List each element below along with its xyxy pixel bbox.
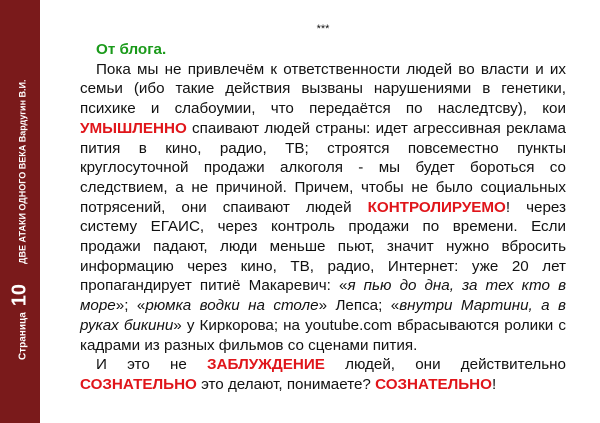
text-run: людей, они действительно: [324, 356, 566, 374]
emphasis-word: УМЫШЛЕННО: [80, 119, 187, 137]
text-run: !: [491, 375, 497, 393]
text-run: » у Киркорова; на youtube.com вбрасываются ролики с кадрами из разных фильмов со сценами пития.: [80, 316, 566, 354]
page-body: [80, 22, 566, 395]
blog-heading: От блога.: [96, 41, 167, 58]
song-quote: внутри Мартини, а в руках бикини: [80, 297, 566, 334]
text-run: И это не: [96, 356, 208, 374]
emphasis-word: СОЗНАТЕЛЬНО: [375, 375, 492, 393]
paragraph-1: [80, 60, 566, 356]
emphasis-word: ЗАБЛУЖДЕНИЕ: [207, 356, 325, 374]
paragraph-2: [80, 355, 566, 394]
song-quote: я пью до дна, за тех кто в море: [80, 277, 566, 315]
text-run: »; «: [115, 297, 146, 315]
text-run: спаивают людей страны: идет агрессивная реклама пития в кино, радио, ТВ; строятся повсеместно пункты круглосуточной продажи алкоголя - мы будет бороться со следствием, а не причиной. Причем, чтобы не было социальных потрясений, они спаивают людей: [80, 119, 566, 216]
emphasis-word: СОЗНАТЕЛЬНО: [80, 375, 197, 393]
text-run: это делают, понимаете?: [196, 375, 376, 393]
emphasis-word: КОНТРОЛИРУЕМО: [367, 198, 506, 216]
page-label: Страница: [17, 312, 29, 360]
section-separator: ***: [316, 23, 330, 35]
song-quote: рюмка водки на столе: [145, 297, 319, 315]
page-number: 10: [8, 283, 31, 307]
text-run: » Лепса; «: [318, 297, 400, 315]
sidebar-caption: [9, 80, 32, 361]
text-run: Пока мы не привлечём к ответственности людей во власти и их семьи (ибо такие действия вызваны нарушениями в генетики, психике и слабоумии, что передаётся по наследтсву), кои: [80, 60, 566, 118]
sidebar: [0, 0, 40, 423]
book-title: ДВЕ АТАКИ ОДНОГО ВЕКА Вардугин В.И.: [17, 79, 28, 264]
text-run: ! через систему ЕГАИС, через контроль продажи по времени. Если продажи падают, люди меньше пьют, значит нужно вбросить информацию через кино, ТВ, радио, Интернет: уже 20 лет пропагандирует питиё Макаревич: «: [80, 198, 566, 295]
